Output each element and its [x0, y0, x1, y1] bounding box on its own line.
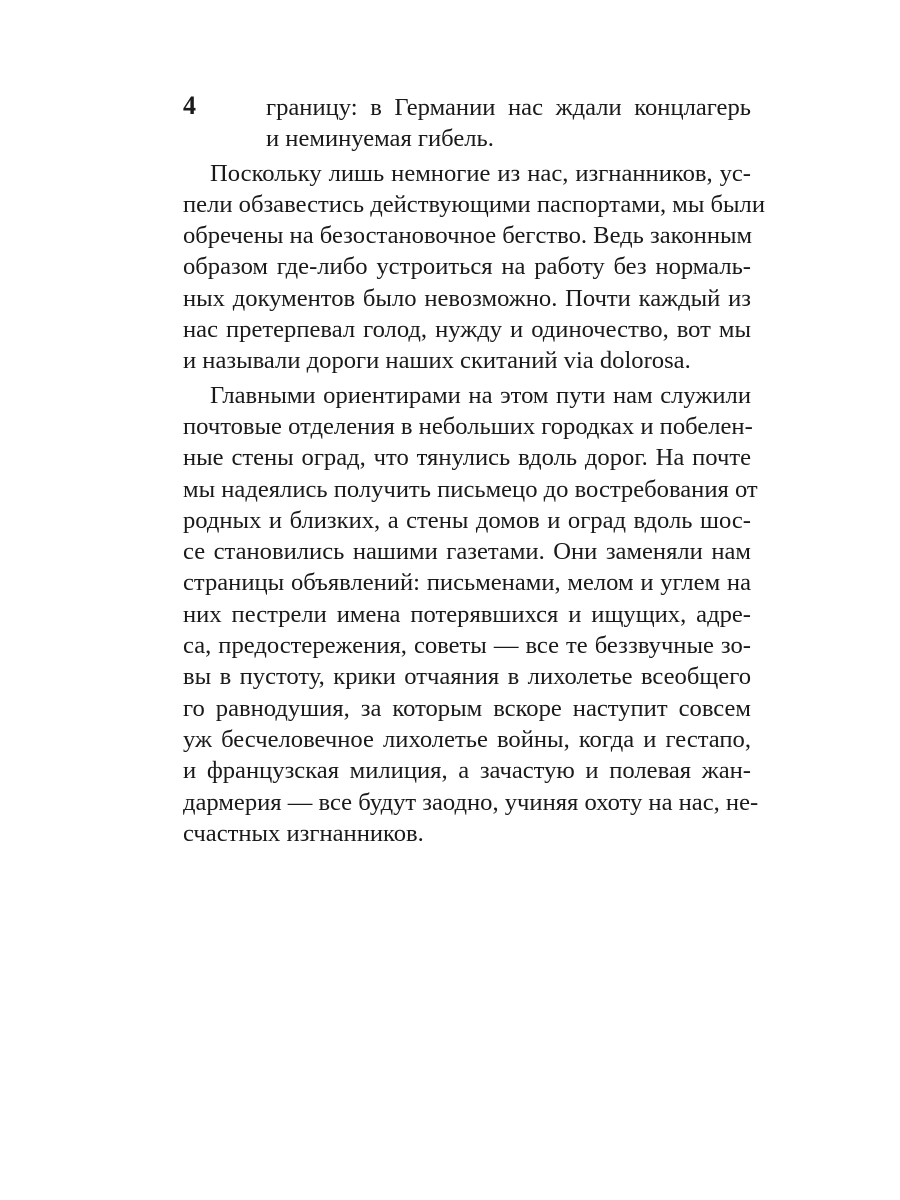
- text-line: образом где-либо устроиться на работу без нормаль-: [183, 253, 751, 281]
- paragraph-1: [183, 92, 751, 155]
- text-line: и называли дороги наших скитаний via dolorosa.: [183, 347, 691, 375]
- paragraph-2: [183, 158, 765, 377]
- text-line: уж бесчеловечное лихолетье войны, когда и гестапо,: [183, 725, 751, 753]
- text-line: Поскольку лишь немногие из нас, изгнанников, ус-: [210, 159, 751, 187]
- paragraph-3: [183, 380, 759, 849]
- text-line: родных и близких, а стены домов и оград вдоль шос-: [183, 506, 751, 534]
- text-line: обречены на безостановочное бегство. Ведь законным: [183, 222, 753, 250]
- page-number: 4: [183, 91, 196, 120]
- text-line: ных документов было невозможно. Почти каждый из: [183, 284, 751, 312]
- text-line: границу: в Германии нас ждали концлагерь: [266, 94, 751, 121]
- text-line: страницы объявлений: письменами, мелом и углем на: [183, 569, 751, 597]
- text-line: ные стены оград, что тянулись вдоль дорог. На почте: [183, 444, 751, 472]
- text-line: и неминуемая гибель.: [266, 125, 494, 153]
- text-line: них пестрели имена потерявшихся и ищущих, адре-: [183, 600, 751, 628]
- text-line: са, предостережения, советы — все те беззвучные зо-: [183, 632, 751, 660]
- text-line: дармерия — все будут заодно, учиняя охоту на нас, не-: [183, 788, 759, 816]
- text-line: го равнодушия, за которым вскоре наступит совсем: [183, 694, 751, 722]
- text-line: нас претерпевал голод, нужду и одиночество, вот мы: [183, 316, 751, 344]
- body-text: [183, 92, 765, 849]
- text-line: и французская милиция, а зачастую и полевая жан-: [183, 757, 751, 785]
- text-line: се становились нашими газетами. Они заменяли нам: [183, 538, 751, 566]
- text-line: почтовые отделения в небольших городках и побелен-: [183, 412, 753, 440]
- text-line: мы надеялись получить письмецо до востребования от: [183, 475, 758, 503]
- text-line: Главными ориентирами на этом пути нам служили: [210, 381, 751, 409]
- text-line: вы в пустоту, крики отчаяния в лихолетье всеобщего: [183, 663, 751, 691]
- text-line: пели обзавестись действующими паспортами, мы были: [183, 190, 765, 218]
- text-line: счастных изгнанников.: [183, 819, 424, 847]
